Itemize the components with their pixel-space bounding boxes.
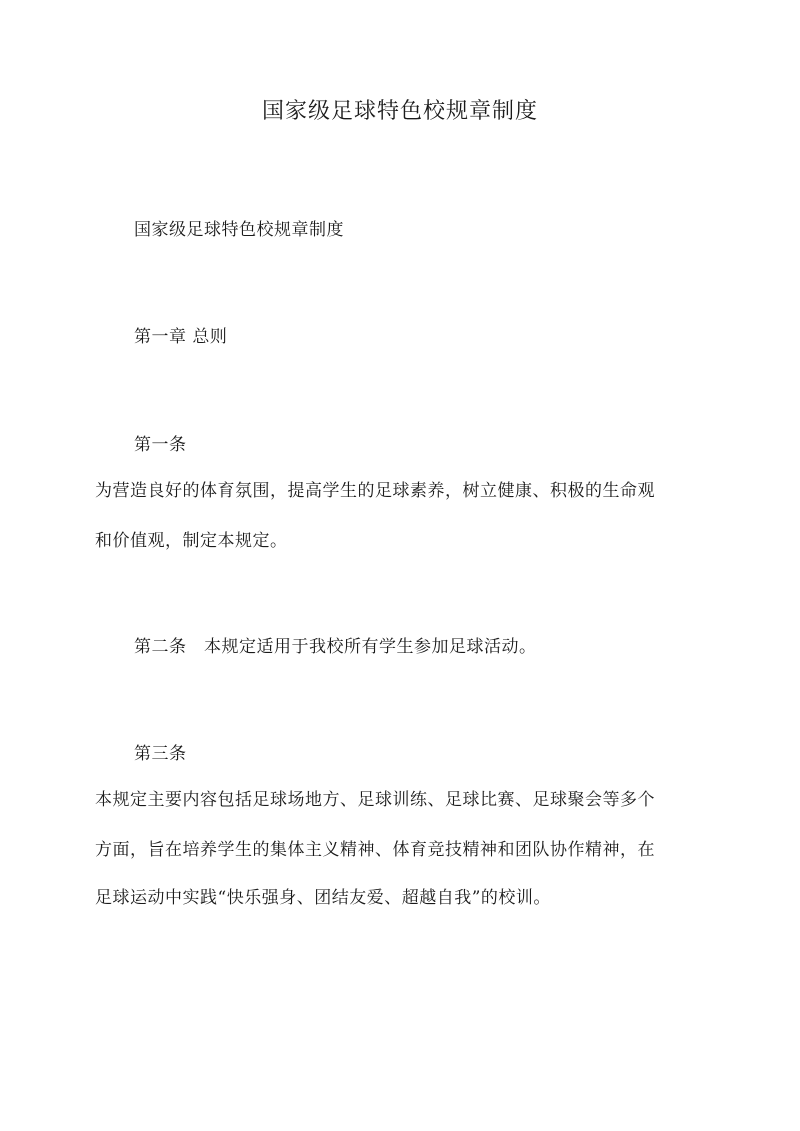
article-3-line: 足球运动中实践“快乐强身、团结友爱、超越自我”的校训。 bbox=[95, 888, 551, 908]
article-1-heading: 第一条 bbox=[134, 435, 187, 455]
page-title: 国家级足球特色校规章制度 bbox=[261, 99, 538, 124]
article-1-line: 为营造良好的体育氛围，提高学生的足球素养，树立健康、积极的生命观 bbox=[95, 481, 655, 501]
article-1-line: 和价值观，制定本规定。 bbox=[95, 531, 288, 551]
article-3-heading: 第三条 bbox=[134, 744, 187, 764]
article-3-line: 本规定主要内容包括足球场地方、足球训练、足球比赛、足球聚会等多个 bbox=[95, 790, 655, 810]
article-2-text: 第二条 本规定适用于我校所有学生参加足球活动。 bbox=[134, 637, 537, 657]
document-subtitle: 国家级足球特色校规章制度 bbox=[134, 220, 344, 240]
chapter-heading: 第一章 总则 bbox=[134, 327, 228, 347]
article-3-line: 方面，旨在培养学生的集体主义精神、体育竞技精神和团队协作精神，在 bbox=[95, 840, 655, 860]
